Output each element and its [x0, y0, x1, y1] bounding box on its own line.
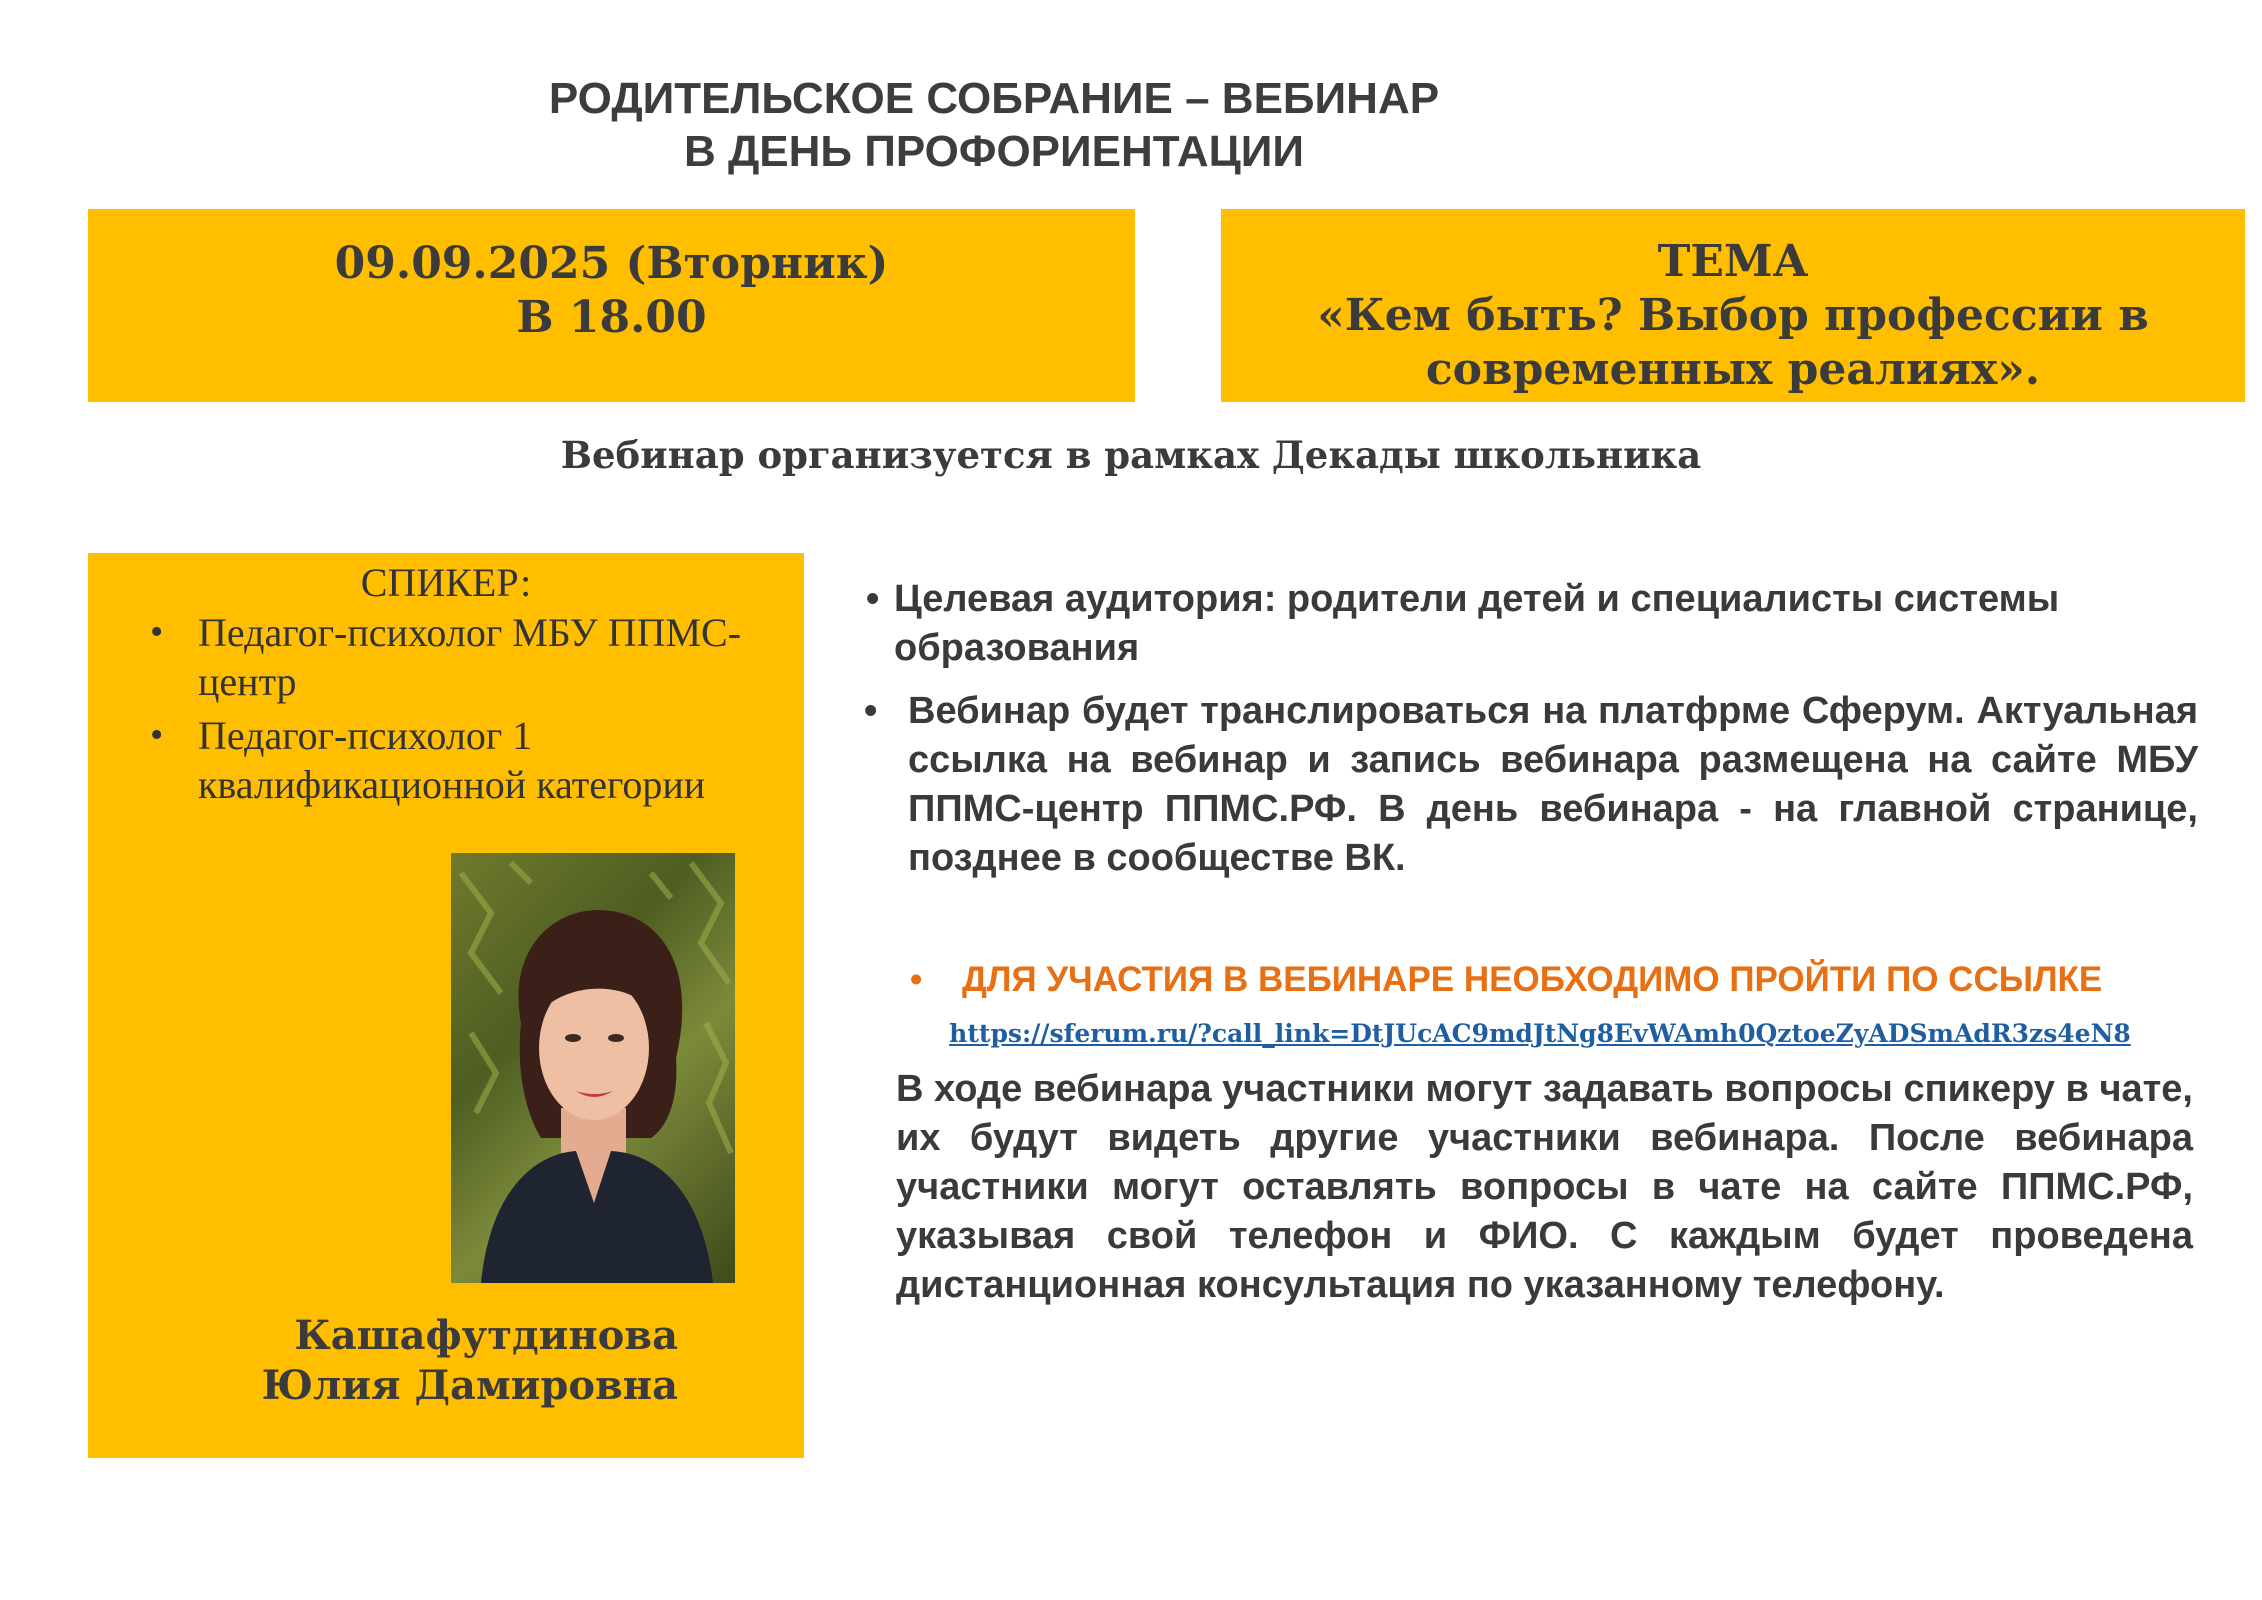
date-box	[88, 209, 1135, 402]
speaker-name	[88, 1311, 678, 1411]
title-line-2: В ДЕНЬ ПРОФОРИЕНТАЦИИ	[683, 127, 1305, 176]
speaker-role-1: • Педагог-психолог МБУ ППМС-центр	[148, 608, 768, 706]
theme-line-2: современных реалиях».	[1425, 344, 2041, 395]
event-date: 09.09.2025 (Вторник)	[334, 238, 889, 289]
participation-bullet: • ДЛЯ УЧАСТИЯ В ВЕБИНАРЕ НЕОБХОДИМО ПРОЙТИ ПО ССЫЛКЕ	[910, 958, 2262, 1002]
audience-bullet: • Целевая аудитория: родители детей и специалисты системы образования	[860, 575, 2094, 673]
speaker-given-names: Юлия Дамировна	[261, 1362, 678, 1409]
questions-paragraph: В ходе вебинара участники могут задавать вопросы спикеру в чате, их будут видеть другие участники вебинара. После вебинара участники могут оставлять вопросы в чате на сайте ППМС.РФ, указывая свой телефон и ФИО. С каждым будет проведена дистанционная консультация по указанному телефону.	[896, 1068, 2193, 1306]
date-time	[88, 237, 1135, 345]
theme-box	[1221, 209, 2245, 402]
speaker-photo	[451, 853, 735, 1283]
theme-label: ТЕМА	[1657, 236, 1809, 287]
webinar-link[interactable]: https://sferum.ru/?call_link=DtJUcAC9mdJtNg8EvWAmh0QztoeZyADSmAdR3zs4eN8	[949, 1019, 2131, 1048]
speaker-box	[88, 553, 804, 1458]
theme-text	[1221, 235, 2245, 397]
event-time: В 18.00	[516, 292, 707, 343]
speaker-surname: Кашафутдинова	[294, 1312, 678, 1359]
speaker-heading: СПИКЕР:	[360, 560, 532, 605]
broadcast-bullet: • Вебинар будет транслироваться на платфрме Сферум. Актуальная ссылка на вебинар и запись вебинара размещена на сайте МБУ ППМС-центр ППМС.РФ. В день вебинара - на главной странице, позднее в сообществе ВК.	[860, 687, 2198, 883]
title-line-1: РОДИТЕЛЬСКОЕ СОБРАНИЕ – ВЕБИНАР	[548, 74, 1440, 123]
speaker-role-2: • Педагог-психолог 1 квалификационной категории	[148, 711, 768, 809]
theme-line-1: «Кем быть? Выбор профессии в	[1317, 290, 2149, 341]
decade-note: Вебинар организуется в рамках Декады школьника	[560, 433, 1702, 477]
page-title	[0, 72, 1988, 178]
speaker-roles	[148, 608, 768, 814]
